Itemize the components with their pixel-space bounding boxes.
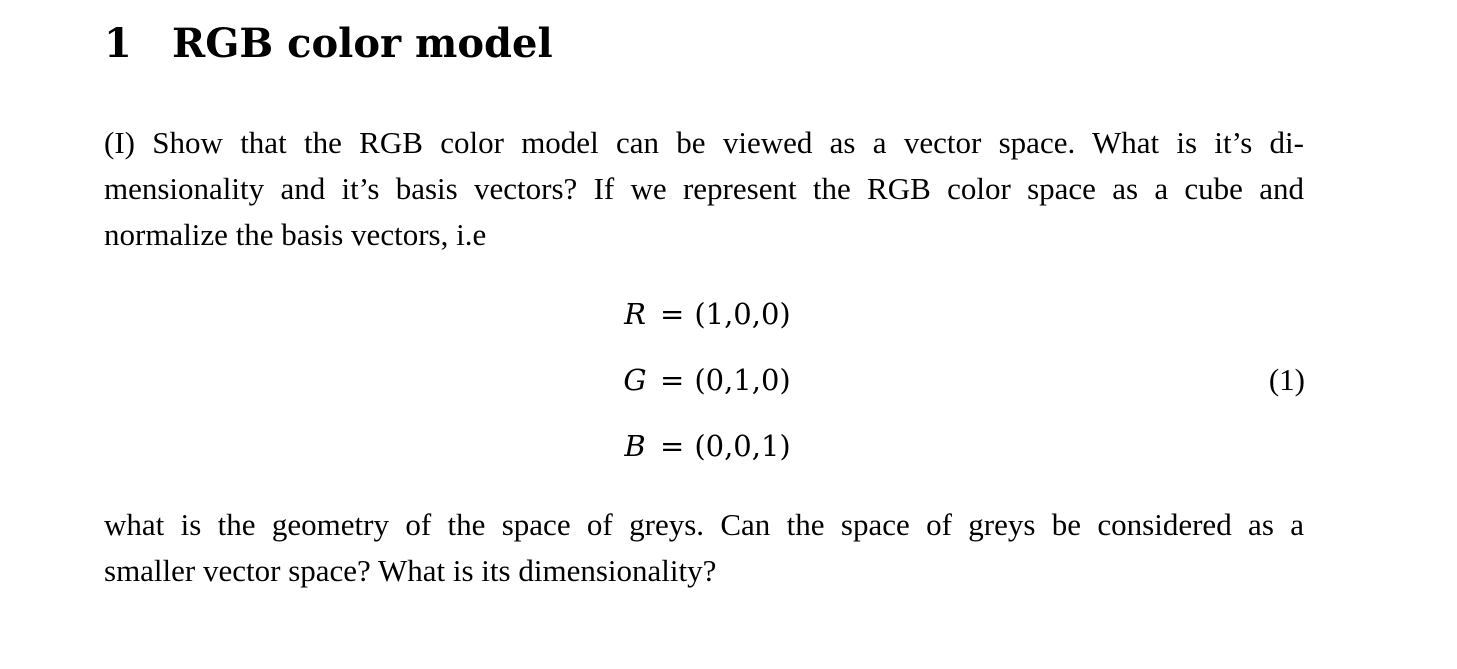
paragraph-line: mensionality and it’s basis vectors? If we represent the RGB color space as a cube and [104, 171, 1304, 206]
vector-value: (0,1,0) [694, 363, 791, 397]
equals-sign: = [660, 429, 685, 463]
section-heading [104, 18, 553, 70]
equation-row [620, 423, 791, 469]
equation-variable: G [623, 363, 647, 397]
followup-paragraph [104, 502, 1304, 594]
equation-number: (1) [1268, 362, 1305, 397]
paragraph-line: normalize the basis vectors, i.e [104, 217, 487, 252]
equation-variable: B [624, 429, 646, 463]
paragraph-line: smaller vector space? What is its dimensionality? [104, 553, 717, 588]
equation-variable: R [624, 297, 646, 331]
vector-value: (1,0,0) [694, 297, 791, 331]
section-title: RGB color model [172, 20, 553, 67]
question-paragraph [104, 120, 1304, 258]
equation-row [620, 357, 791, 423]
basis-vector-equations [620, 291, 791, 469]
equals-sign: = [660, 297, 685, 331]
paragraph-line: what is the geometry of the space of greys. Can the space of greys be considered as a [104, 507, 1304, 542]
equation-row [620, 291, 791, 357]
vector-value: (0,0,1) [694, 429, 791, 463]
equals-sign: = [660, 363, 685, 397]
paragraph-line: (I) Show that the RGB color model can be viewed as a vector space. What is it’s di- [104, 125, 1304, 160]
section-number: 1 [104, 20, 132, 67]
